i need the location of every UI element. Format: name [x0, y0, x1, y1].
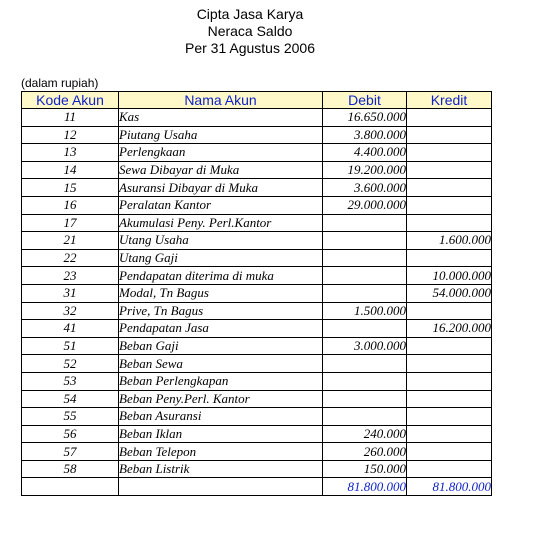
account-name-cell: Perlengkaan	[119, 144, 323, 162]
table-row	[22, 355, 492, 373]
table-row	[22, 126, 492, 144]
account-code-cell: 56	[22, 425, 119, 443]
currency-unit-note: (dalam rupiah)	[21, 76, 99, 90]
account-name-cell: Pendapatan Jasa	[119, 320, 323, 338]
debit-cell	[323, 214, 407, 232]
debit-cell: 4.400.000	[323, 144, 407, 162]
debit-cell: 1.500.000	[323, 302, 407, 320]
account-code-cell: 52	[22, 355, 119, 373]
account-name-cell: Asuransi Dibayar di Muka	[119, 179, 323, 197]
account-name-cell: Beban Perlengkapan	[119, 372, 323, 390]
credit-cell	[407, 425, 492, 443]
debit-cell	[323, 249, 407, 267]
total-kredit: 81.800.000	[407, 478, 492, 496]
credit-cell: 54.000.000	[407, 284, 492, 302]
account-code-cell: 11	[22, 109, 119, 127]
column-header-kredit: Kredit	[407, 92, 492, 109]
account-name-cell: Utang Gaji	[119, 249, 323, 267]
account-name-cell: Piutang Usaha	[119, 126, 323, 144]
debit-cell	[323, 267, 407, 285]
table-header-row	[22, 92, 492, 109]
account-name-cell: Prive, Tn Bagus	[119, 302, 323, 320]
account-name-cell: Beban Listrik	[119, 460, 323, 478]
debit-cell: 240.000	[323, 425, 407, 443]
credit-cell	[407, 408, 492, 426]
credit-cell	[407, 161, 492, 179]
table-row	[22, 408, 492, 426]
account-name-cell: Akumulasi Peny. Perl.Kantor	[119, 214, 323, 232]
account-code-cell: 54	[22, 390, 119, 408]
debit-cell: 3.800.000	[323, 126, 407, 144]
credit-cell	[407, 196, 492, 214]
account-code-cell: 23	[22, 267, 119, 285]
account-code-cell: 14	[22, 161, 119, 179]
credit-cell	[407, 372, 492, 390]
credit-cell	[407, 337, 492, 355]
table-row	[22, 443, 492, 461]
table-row	[22, 214, 492, 232]
debit-cell: 16.650.000	[323, 109, 407, 127]
total-nama-cell	[119, 478, 323, 496]
credit-cell	[407, 302, 492, 320]
company-name: Cipta Jasa Karya	[196, 6, 304, 22]
credit-cell	[407, 249, 492, 267]
account-code-cell: 57	[22, 443, 119, 461]
credit-cell: 16.200.000	[407, 320, 492, 338]
credit-cell	[407, 355, 492, 373]
total-debit: 81.800.000	[323, 478, 407, 496]
report-title-block	[0, 6, 500, 57]
account-name-cell: Beban Peny.Perl. Kantor	[119, 390, 323, 408]
debit-cell	[323, 408, 407, 426]
credit-cell	[407, 126, 492, 144]
account-code-cell: 31	[22, 284, 119, 302]
column-header-nama: Nama Akun	[119, 92, 323, 109]
account-code-cell: 22	[22, 249, 119, 267]
total-kode-cell	[22, 478, 119, 496]
credit-cell: 1.600.000	[407, 232, 492, 250]
account-name-cell: Beban Telepon	[119, 443, 323, 461]
table-row	[22, 284, 492, 302]
debit-cell	[323, 355, 407, 373]
account-code-cell: 55	[22, 408, 119, 426]
credit-cell	[407, 179, 492, 197]
column-header-kode: Kode Akun	[22, 92, 119, 109]
debit-cell: 29.000.000	[323, 196, 407, 214]
credit-cell	[407, 144, 492, 162]
credit-cell	[407, 390, 492, 408]
table-row	[22, 144, 492, 162]
account-code-cell: 51	[22, 337, 119, 355]
account-code-cell: 15	[22, 179, 119, 197]
account-code-cell: 12	[22, 126, 119, 144]
table-row	[22, 161, 492, 179]
column-header-debit: Debit	[323, 92, 407, 109]
account-code-cell: 32	[22, 302, 119, 320]
account-name-cell: Modal, Tn Bagus	[119, 284, 323, 302]
account-name-cell: Pendapatan diterima di muka	[119, 267, 323, 285]
account-name-cell: Utang Usaha	[119, 232, 323, 250]
table-row	[22, 267, 492, 285]
table-row	[22, 232, 492, 250]
account-code-cell: 21	[22, 232, 119, 250]
credit-cell	[407, 460, 492, 478]
account-name-cell: Sewa Dibayar di Muka	[119, 161, 323, 179]
table-row	[22, 109, 492, 127]
account-name-cell: Kas	[119, 109, 323, 127]
table-row	[22, 196, 492, 214]
account-code-cell: 41	[22, 320, 119, 338]
debit-cell: 260.000	[323, 443, 407, 461]
debit-cell	[323, 284, 407, 302]
trial-balance-table	[21, 91, 492, 496]
account-code-cell: 13	[22, 144, 119, 162]
debit-cell	[323, 390, 407, 408]
account-code-cell: 53	[22, 372, 119, 390]
total-row	[22, 478, 492, 496]
debit-cell	[323, 320, 407, 338]
table-row	[22, 372, 492, 390]
report-name: Neraca Saldo	[207, 23, 293, 39]
debit-cell: 150.000	[323, 460, 407, 478]
account-name-cell: Beban Asuransi	[119, 408, 323, 426]
table-row	[22, 460, 492, 478]
credit-cell	[407, 109, 492, 127]
table-row	[22, 249, 492, 267]
table-row	[22, 337, 492, 355]
account-code-cell: 58	[22, 460, 119, 478]
account-name-cell: Beban Sewa	[119, 355, 323, 373]
table-row	[22, 425, 492, 443]
table-body	[22, 109, 492, 478]
debit-cell	[323, 372, 407, 390]
account-name-cell: Beban Gaji	[119, 337, 323, 355]
table-row	[22, 390, 492, 408]
account-name-cell: Peralatan Kantor	[119, 196, 323, 214]
account-code-cell: 16	[22, 196, 119, 214]
table-row	[22, 302, 492, 320]
credit-cell	[407, 214, 492, 232]
debit-cell: 3.000.000	[323, 337, 407, 355]
report-period: Per 31 Agustus 2006	[185, 40, 315, 56]
credit-cell: 10.000.000	[407, 267, 492, 285]
credit-cell	[407, 443, 492, 461]
debit-cell: 19.200.000	[323, 161, 407, 179]
table-row	[22, 320, 492, 338]
account-code-cell: 17	[22, 214, 119, 232]
account-name-cell: Beban Iklan	[119, 425, 323, 443]
debit-cell: 3.600.000	[323, 179, 407, 197]
table-row	[22, 179, 492, 197]
debit-cell	[323, 232, 407, 250]
